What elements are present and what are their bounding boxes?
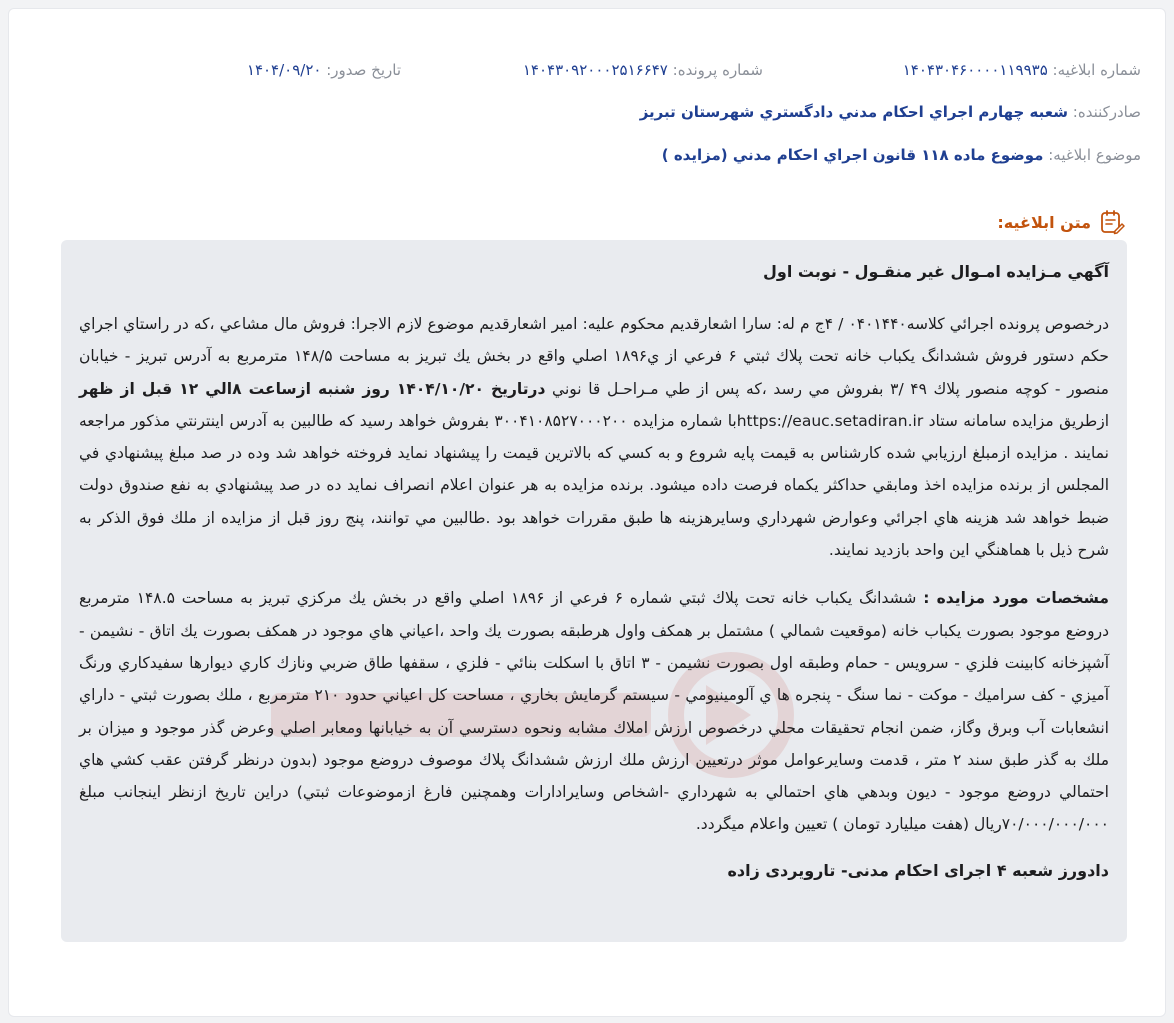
issuer-value: شعبه چهارم اجراي احكام مدني دادگستري شهرستان تبريز: [639, 103, 1068, 121]
subject-label: موضوع ابلاغیه:: [1048, 146, 1141, 164]
case-number-value: ۱۴۰۴۳۰۹۲۰۰۰۲۵۱۶۶۴۷: [522, 61, 668, 79]
meta-row-issuer: [9, 99, 1165, 125]
notice-body-box: [61, 240, 1127, 942]
notice-number-label: شماره ابلاغیه:: [1052, 61, 1141, 79]
notice-paragraph-specs: [79, 582, 1109, 840]
issuer-label: صادرکننده:: [1072, 103, 1141, 121]
notice-signature: دادورز شعبه ۴ اجراى احكام مدنى- تارويردى زاده: [727, 860, 1109, 880]
notice-p1-part1: درخصوص پرونده اجرائي كلاسه۰۴۰۱۴۴۰ / ۴ج م له: سارا اشعارقديم محكوم عليه: امير اشعارقديم موضوع لازم الاجرا: فروش مال مشاعي ،كه در راستاي اجراي حكم دستور فروش ششدانگ يكباب خانه تحت پلاك ثبتي ۶ فرعي از ي۱۸۹۶ اصلي واقع در بخش يك تبريز به مساحت ۱۴۸/۵ مترمربع به آدرس تبريز - خيابان منصور - كوچه منصور پلاك ۴۹ /۳ بفروش مي رسد ،كه پس از طي مـراحـل قا نوني: [79, 315, 1110, 398]
meta-row-numbers: [9, 57, 1165, 83]
issuer: [640, 99, 1141, 125]
notice-paragraph-main: [79, 308, 1109, 566]
subject: [662, 142, 1141, 168]
case-number: [523, 57, 763, 83]
subject-value: موضوع ماده ۱۱۸ قانون اجراي احكام مدني (مزايده ): [661, 146, 1044, 164]
notice-p1-part2: ازطريق مزايده سامانه ستاد https://eauc.setadiran.irبا شماره مزايده ۳۰۰۴۱۰۸۵۲۷۰۰۰۲۰۰ بفروش خواهد رسيد كه طالبين به آدرس اينترنتي مذكور مراجعه نمايند . مزايده ازمبلغ ارزيابي شده كارشناس به قيمت پايه شروع و به كسي كه بالاترين قيمت را پيشنهاد نمايد فروخته خواهد شد وده در صد مبلغ پيشنهادي في المجلس از برنده مزايده اخذ ومابقي حداكثر يكماه فرصت داده ميشود. برنده مزايده به هر عنوان اعلام انصراف نمايد ده در صد پيشنهادي به نفع صندوق دولت ضبط خواهد شد هزينه هاي اجرائي وعوارض شهرداري وسايرهزينه ها طبق مقررات خواهد بود .طالبين مي توانند، پنج روز قبل از مزايده از ملك فوق الذكر به شرح ذيل با هماهنگي اين واحد بازديد نمايند.: [79, 411, 1109, 560]
notice-card: [8, 8, 1166, 1017]
specs-text: ششدانگ يكباب خانه تحت پلاك ثبتي شماره ۶ فرعي از ۱۸۹۶ اصلي واقع در بخش يك مركزي تبريز به مساحت ۱۴۸.۵ مترمربع دروضع موجود بصورت يكباب خانه (موقعيت شمالي ) مشتمل بر همكف واول هرطبقه بصورت يك واحد ،اعياني هاي موجود در همكف بصورت يك اتاق - نشيمن - آشپزخانه كابينت فلزي - سرويس - حمام وطبقه اول بصورت نشيمن - ۳ اتاق با اسكلت بنائي - فلزي ، سقفها طاق ضربي ونازك كاري ديوارها سفيدكاري ورنگ آميزي - كف سراميك - موكت - نما سنگ - پنجره ها ي آلومينيومي - سيستم گرمايش بخاري ، مساحت كل اعياني حدود ۲۱۰ مترمربع ، ملك بصورت ثبتي - داراي انشعابات آب وبرق وگاز، ضمن انجام تحقيقات محلي درخصوص ارزش املاك مشابه ونحوه دسترسي آن به خيابانها ومعابر اصلي وعرض گذر موجود و ميزان بر ملك به گذر طبق سند ۲ متر ، قدمت وسايرعوامل موثر درتعيين ارزش ملك ارزش ششدانگ پلاك موصوف دروضع موجود (بدون درنظر گرفتن عقب كشي هاي احتمالي دروضع موجود - ديون وبدهي هاي احتمالي به شهرداري -اشخاص وسايرادارات وهمچنين فارغ ازموضوعات ثبتي) دراين تاريخ ازنظر اينجانب مبلغ ۷۰/۰۰۰/۰۰۰/۰۰۰ريال (هفت ميليارد تومان ) تعيين واعلام ميگردد.: [79, 589, 1110, 834]
meta-row-subject: [9, 142, 1165, 168]
notice-number: [903, 57, 1141, 83]
notice-body: [79, 258, 1109, 885]
notice-text-header: [997, 205, 1125, 239]
notes-icon: [1099, 209, 1125, 235]
issue-date: [247, 57, 401, 83]
notice-heading: آگهي مـزايده امـوال غير منقـول - نوبت اول: [763, 262, 1109, 281]
issue-date-label: تاریخ صدور:: [326, 61, 401, 79]
specs-label: مشخصات مورد مزايده :: [923, 589, 1110, 608]
issue-date-value: ۱۴۰۴/۰۹/۲۰: [246, 61, 322, 79]
case-number-label: شماره پرونده:: [672, 61, 763, 79]
notice-number-value: ۱۴۰۴۳۰۴۶۰۰۰۰۱۱۹۹۳۵: [902, 61, 1048, 79]
notice-text-title: متن ابلاغیه:: [997, 212, 1091, 232]
auction-date-highlight: درتاريخ ۱۴۰۴/۱۰/۲۰ روز شنبه ازساعت ۸الي ۱۲ قبل از ظهر: [79, 379, 546, 398]
